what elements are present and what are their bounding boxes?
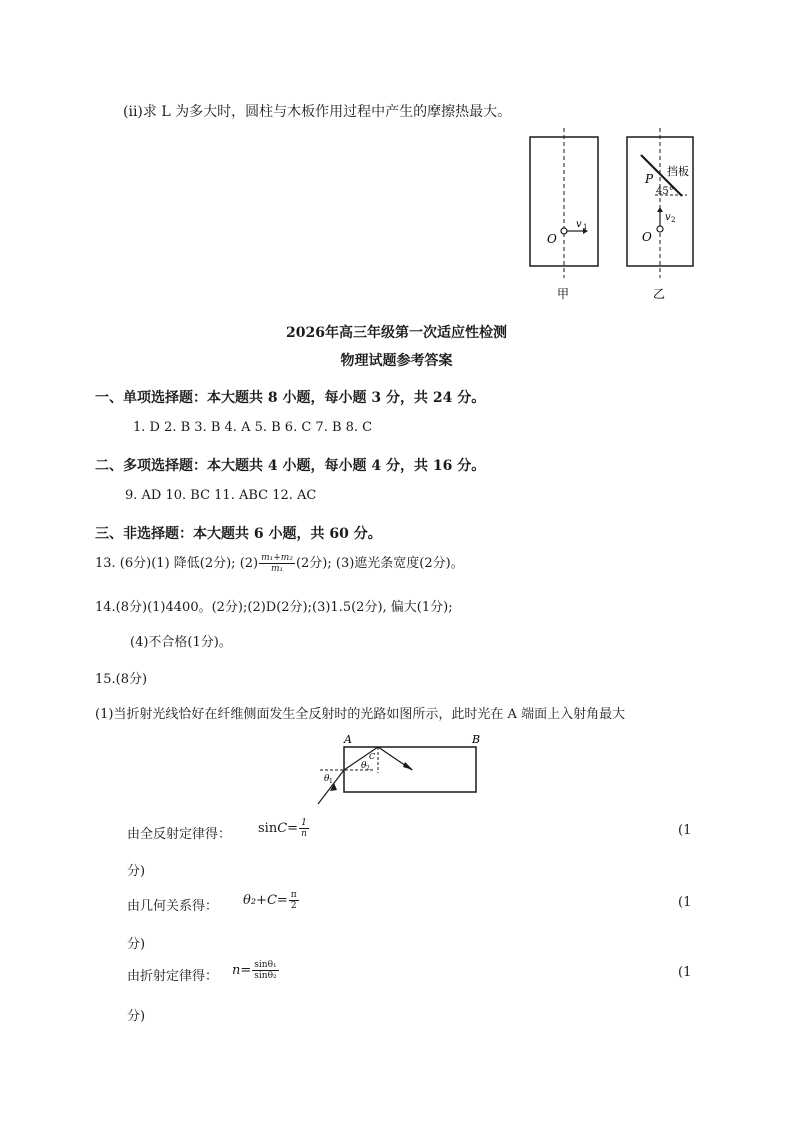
fiber-label-b: B [472, 733, 481, 746]
eq2-lhs: θ₂+ [243, 893, 267, 908]
fiber-light-path-figure [310, 727, 490, 807]
eq3-score-open: (1 [678, 965, 692, 980]
q14-line2: (4)不合格(1分)。 [130, 635, 232, 650]
v2-label: v [665, 212, 671, 223]
eq1-score-open: (1 [678, 823, 692, 838]
label-yi: 乙 [653, 287, 666, 301]
q13-prefix: 13. (6分)(1) 降低(2分); (2) [95, 556, 259, 571]
eq1-score-close: 分) [127, 864, 146, 879]
eq2-label: 由几何关系得： [127, 899, 219, 914]
v1-label: v [576, 219, 582, 230]
incident-ray [318, 770, 344, 804]
eq2-fraction [289, 890, 299, 911]
q15-part1: (1)当折射光线恰好在纤维侧面发生全反射时的光路如图所示，此时光在 A 端面上入射角最大 [95, 707, 626, 722]
cylinder-board-figure [515, 128, 705, 308]
critical-angle-label: C [369, 752, 376, 761]
eq2-eq: = [276, 893, 288, 908]
theta2-label: θ [361, 761, 367, 771]
section2-heading: 二、多项选择题：本大题共 4 小题，每小题 4 分，共 16 分。 [95, 458, 486, 474]
page-subtitle: 物理试题参考答案 [340, 353, 453, 369]
origin-label-right: O [642, 230, 652, 244]
eq3-fraction [252, 960, 278, 981]
question-ii-text: (ii)求 L 为多大时，圆柱与木板作用过程中产生的摩擦热最大。 [123, 104, 512, 120]
eq3-var: n [232, 963, 241, 978]
q14-line1: 14.(8分)(1)4400。(2分);(2)D(2分);(3)1.5(2分), 偏大(1分); [95, 600, 453, 615]
eq3-score-close: 分) [127, 1009, 146, 1024]
eq3-formula [232, 960, 280, 981]
section2-answers: 9. AD 10. BC 11. ABC 12. AC [125, 488, 317, 503]
section3-heading: 三、非选择题：本大题共 6 小题，共 60 分。 [95, 526, 382, 542]
q13-frac-den: m₁ [270, 564, 284, 574]
eq2-num: π [290, 890, 297, 900]
eq1-label: 由全反射定律得： [127, 827, 232, 842]
theta1-sub: 1 [329, 778, 333, 785]
section1-heading: 一、单项选择题：本大题共 8 小题，每小题 3 分，共 24 分。 [95, 390, 486, 406]
eq1-var: C [277, 821, 288, 836]
theta2-sub: 2 [366, 765, 370, 772]
page-title: 2026年高三年级第一次适应性检测 [286, 325, 507, 341]
v1-sub: 1 [583, 223, 588, 231]
eq3-eq: = [240, 963, 252, 978]
p-label: P [645, 172, 654, 186]
q13-frac-num: m₁+m₂ [261, 553, 293, 563]
eq1-formula [258, 818, 310, 839]
eq2-formula [243, 890, 300, 911]
q13-line [95, 552, 464, 574]
angle-label: 45° [656, 186, 674, 197]
eq1-fraction [299, 818, 309, 839]
label-jia: 甲 [557, 287, 570, 301]
origin-left [561, 228, 567, 234]
origin-right [657, 226, 663, 232]
theta1-label: θ [324, 774, 330, 784]
eq2-den: 2 [290, 901, 297, 911]
q13-fraction [259, 553, 295, 574]
section1-answers: 1. D 2. B 3. B 4. A 5. B 6. C 7. B 8. C [133, 420, 373, 435]
origin-label-left: O [547, 232, 557, 246]
eq3-num: sinθ₁ [254, 960, 277, 970]
eq2-score-open: (1 [678, 895, 692, 910]
eq3-label: 由折射定律得： [127, 969, 219, 984]
eq1-lhs: sin [258, 821, 278, 836]
plate-label: 挡板 [667, 165, 689, 178]
q15-heading: 15.(8分) [95, 672, 148, 687]
q13-suffix: (2分); (3)遮光条宽度(2分)。 [295, 556, 464, 571]
fiber-label-a: A [344, 733, 352, 746]
eq2-var: C [266, 893, 277, 908]
v2-sub: 2 [671, 216, 676, 224]
eq1-num: 1 [299, 818, 309, 829]
eq1-den: n [301, 829, 307, 839]
eq1-eq: = [287, 821, 299, 836]
eq2-score-close: 分) [127, 937, 146, 952]
eq3-den: sinθ₂ [254, 971, 277, 981]
